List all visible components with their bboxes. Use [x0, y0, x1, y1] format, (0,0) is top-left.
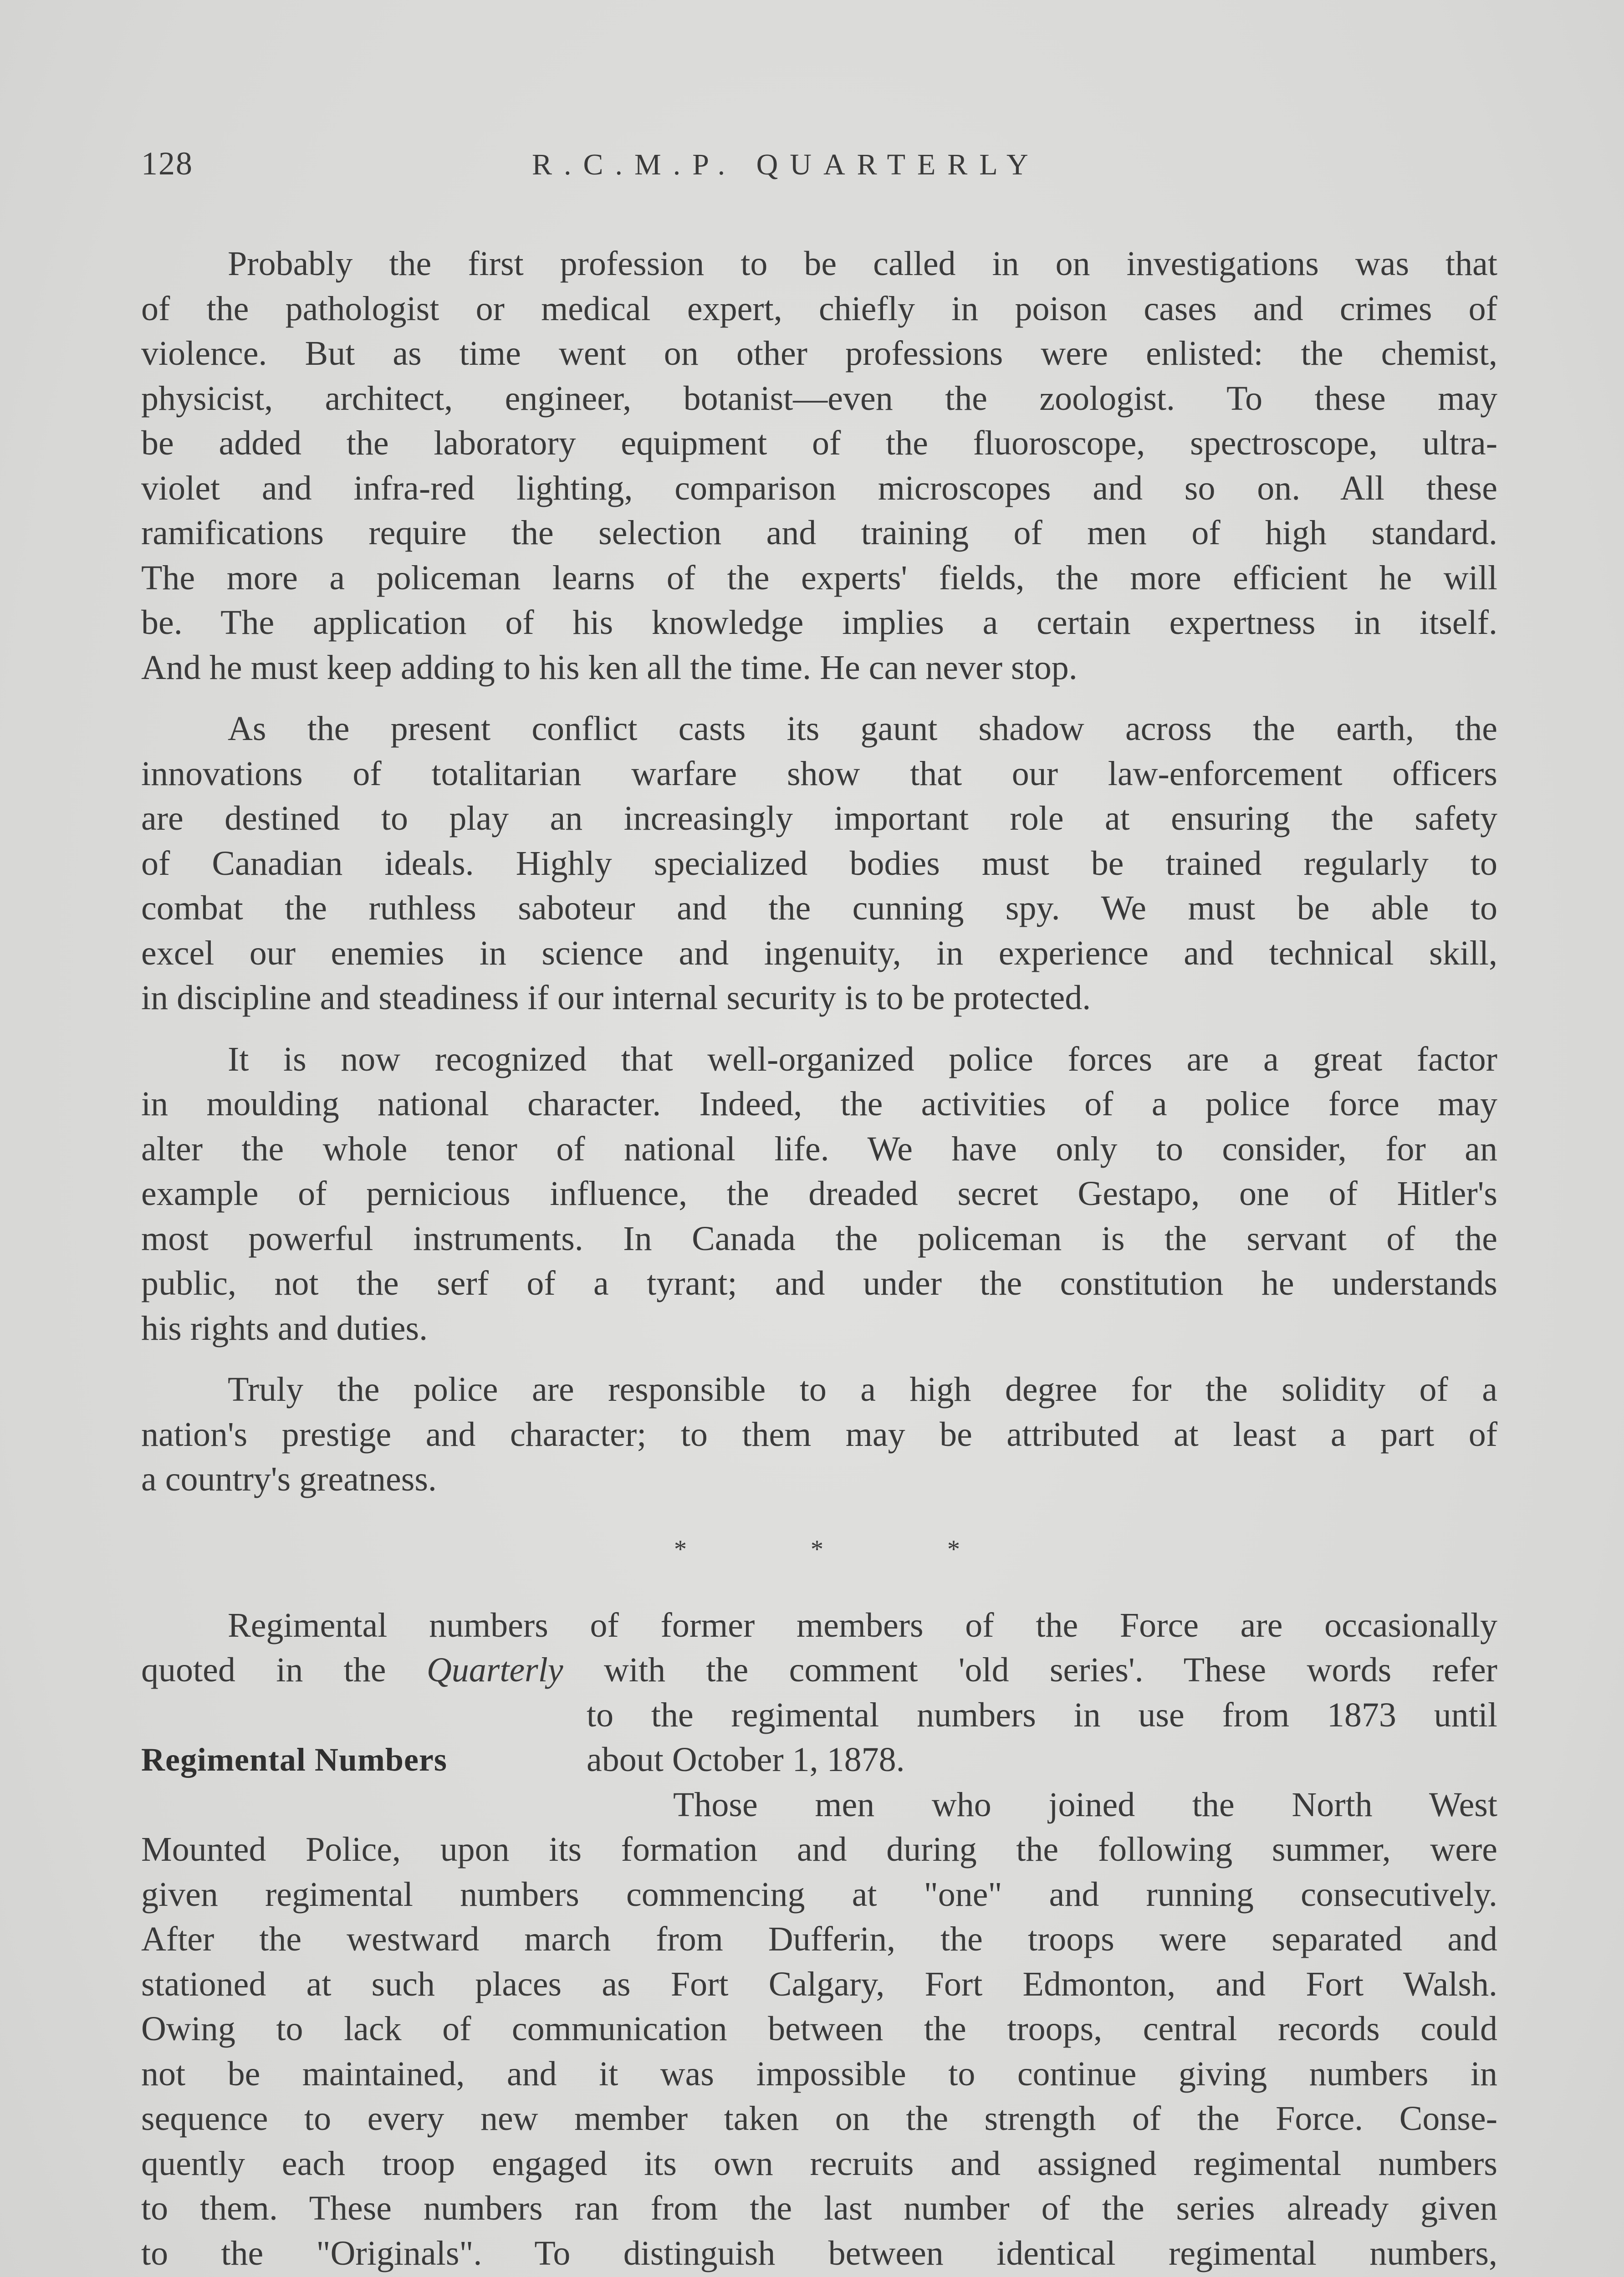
text-line: Mounted Police, upon its formation and during the following summer, were: [141, 1830, 1497, 1869]
text-line: Owing to lack of communication between the troops, central records could: [141, 2010, 1497, 2048]
regimental-numbers-section: [141, 1603, 1497, 2277]
text-line: stationed at such places as Fort Calgary, Fort Edmonton, and Fort Walsh.: [141, 1965, 1497, 2003]
text-line: Those men who joined the North West: [673, 1785, 1497, 1824]
text-line: about October 1, 1878.: [587, 1741, 905, 1779]
text-line: in moulding national character. Indeed, the activities of a police force may: [141, 1085, 1497, 1123]
text-line: of Canadian ideals. Highly specialized bodies must be trained regularly to: [141, 844, 1497, 883]
text-line: of the pathologist or medical expert, chiefly in poison cases and crimes of: [141, 289, 1497, 328]
sidehead-block: [141, 1693, 1497, 1782]
text-line: to the "Originals". To distinguish between identical regimental numbers,: [141, 2234, 1497, 2272]
separator-asterisk: *: [674, 1535, 687, 1563]
text-line: The more a policeman learns of the experts' fields, the more efficient he will: [141, 558, 1497, 597]
paragraph-1: [141, 241, 1497, 690]
text-line: in discipline and steadiness if our internal security is to be protected.: [141, 979, 1091, 1017]
text-line: And he must keep adding to his ken all the time. He can never stop.: [141, 648, 1078, 687]
text-line: a country's greatness.: [141, 1460, 437, 1498]
text-line: violence. But as time went on other professions were enlisted: the chemist,: [141, 334, 1497, 373]
text-line: to the regimental numbers in use from 1873 until: [587, 1695, 1497, 1734]
text-line: Regimental numbers of former members of the Force are occasionally: [228, 1606, 1497, 1644]
text-line: violet and infra-red lighting, comparison microscopes and so on. All these: [141, 469, 1497, 507]
text-line: Truly the police are responsible to a high degree for the solidity of a: [228, 1370, 1497, 1409]
text-line: It is now recognized that well-organized police forces are a great factor: [228, 1040, 1497, 1078]
paragraph-4: [141, 1367, 1497, 1502]
text-line: his rights and duties.: [141, 1309, 428, 1348]
text-line: alter the whole tenor of national life. We have only to consider, for an: [141, 1129, 1497, 1168]
text-line: be. The application of his knowledge implies a certain expertness in itself.: [141, 603, 1497, 642]
text-line: public, not the serf of a tyrant; and under the constitution he understands: [141, 1264, 1497, 1302]
text-line: As the present conflict casts its gaunt shadow across the earth, the: [228, 710, 1497, 748]
running-title: R.C.M.P. QUARTERLY: [532, 148, 1040, 181]
text-line: innovations of totalitarian warfare show that our law-enforcement officers: [141, 754, 1497, 793]
text-line-quarterly: quoted in the Quarterly with the comment 'old series'. These words refer: [141, 1651, 1497, 1689]
text-line: most powerful instruments. In Canada the policeman is the servant of the: [141, 1219, 1497, 1258]
separator-asterisk: *: [811, 1535, 823, 1563]
separator-asterisk: *: [947, 1535, 960, 1563]
paragraph-2: [141, 706, 1497, 1021]
paragraph-3: [141, 1037, 1497, 1351]
text-line: not be maintained, and it was impossible to continue giving numbers in: [141, 2054, 1497, 2093]
text-line: are destined to play an increasingly important role at ensuring the safety: [141, 799, 1497, 837]
text-line: ramifications require the selection and training of men of high standard.: [141, 514, 1497, 552]
quarterly-title: Quarterly: [426, 1651, 563, 1689]
text-line: be added the laboratory equipment of the fluoroscope, spectroscope, ultra-: [141, 424, 1497, 462]
text-line: [141, 1648, 1497, 1693]
section-sidehead: Regimental Numbers: [141, 1741, 447, 1778]
text-line: nation's prestige and character; to them may be attributed at least a part of: [141, 1415, 1497, 1454]
text-line: to them. These numbers ran from the last number of the series already given: [141, 2189, 1497, 2227]
text-line: quently each troop engaged its own recruits and assigned regimental numbers: [141, 2144, 1497, 2183]
text-line: After the westward march from Dufferin, the troops were separated and: [141, 1920, 1497, 1958]
text-line: example of pernicious influence, the dreaded secret Gestapo, one of Hitler's: [141, 1174, 1497, 1213]
text-line: excel our enemies in science and ingenuity, in experience and technical skill,: [141, 934, 1497, 972]
text-line: physicist, architect, engineer, botanist—even the zoologist. To these may: [141, 379, 1497, 418]
section-separator: [141, 1535, 1497, 1562]
article-body: [141, 241, 1497, 2277]
page-number: 128: [141, 145, 193, 182]
text-line: given regimental numbers commencing at "one" and running consecutively.: [141, 1875, 1497, 1914]
text-line: combat the ruthless saboteur and the cunning spy. We must be able to: [141, 889, 1497, 927]
text-line: Probably the first profession to be called in on investigations was that: [228, 245, 1497, 283]
page-header: [0, 145, 1624, 186]
text-line: sequence to every new member taken on the strength of the Force. Conse-: [141, 2099, 1497, 2138]
